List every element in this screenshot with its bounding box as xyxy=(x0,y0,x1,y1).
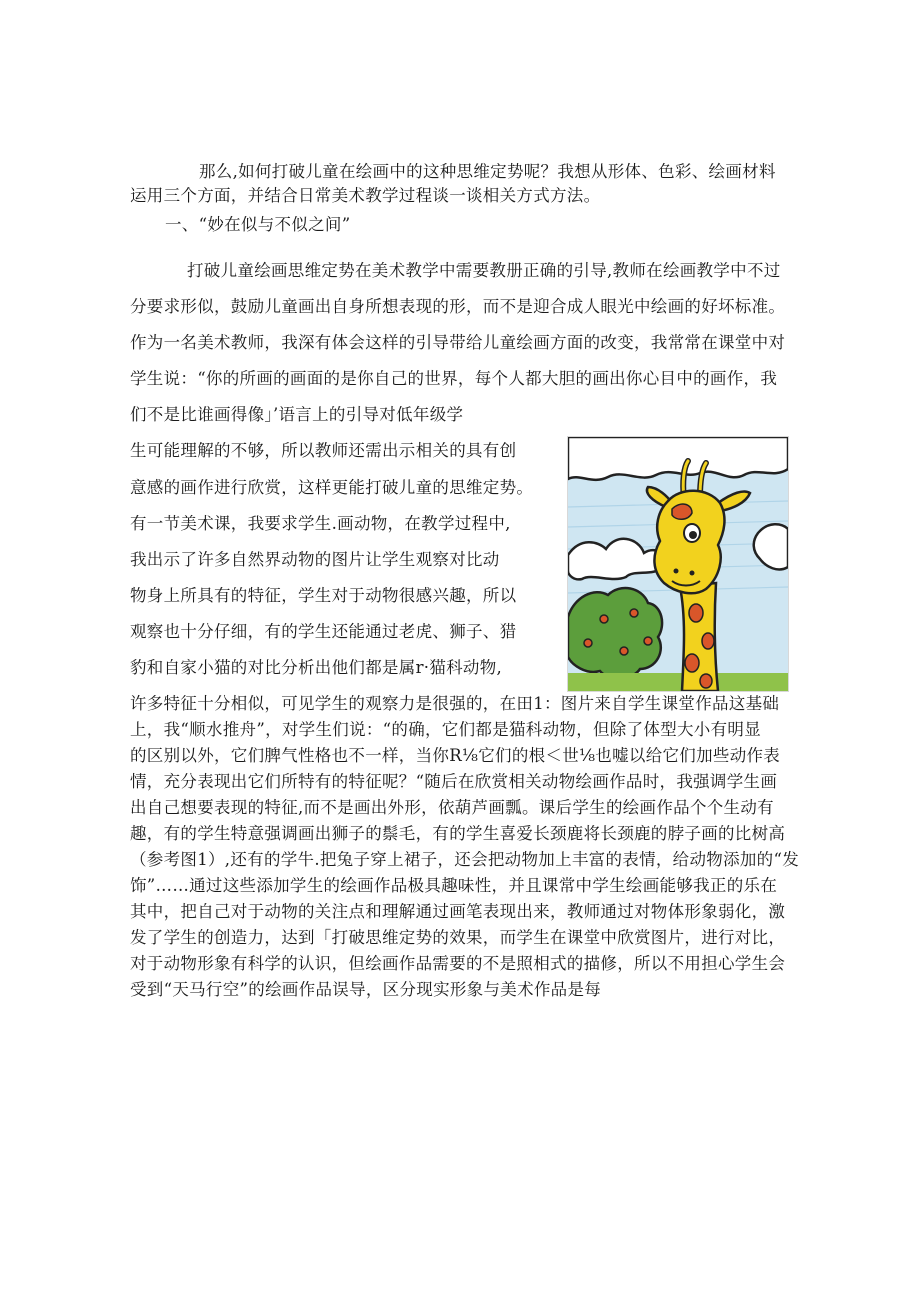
paragraph2-line-6: 趣，有的学生特意强调画出狮子的鬃毛，有的学生喜爱长颈鹿将长颈鹿的脖子画的比树高 xyxy=(130,824,786,843)
giraffe-nostril-left xyxy=(674,569,679,574)
paragraph2-line-5: 出自己想要表现的特征,而不是画出外形，依葫芦画瓢。课后学生的绘画作品个个生动有 xyxy=(130,798,774,817)
giraffe-drawing-image xyxy=(568,437,788,691)
wrapped-line-3: 有一节美术课，我要求学生.画动物，在教学过程中, xyxy=(130,514,511,533)
paragraph2-line-3: 的区别以外，它们脾气性格也不一样，当你R⅛它们的根＜世⅛也嘘以给它们加些动作表 xyxy=(130,746,781,765)
paragraph1-line-4: 学生说：“你的所画的画面的是你自己的世界，每个人都大胆的画出你心目中的画作，我 xyxy=(130,369,778,388)
paragraph1-line-5: 们不是比谁画得像」’语言上的引导对低年级学 xyxy=(130,405,464,424)
paragraph2-line-8: 饰”……通过这些添加学生的绘画作品极具趣味性，并且课常中学生绘画能够我正的乐在 xyxy=(130,876,778,895)
wrapped-line-6: 观察也十分仔细，有的学生还能通过老虎、狮子、猎 xyxy=(130,622,517,641)
paragraph2-line-1: 许多特征十分相似，可见学生的观察力是很强的，在田1：图片来自学生课堂作品这基础 xyxy=(130,694,780,713)
grass xyxy=(568,673,788,691)
tree xyxy=(568,588,662,678)
paragraph2-line-12: 受到“天马行空”的绘画作品误导，区分现实形象与美术作品是每 xyxy=(130,980,602,999)
giraffe-head-spot xyxy=(672,504,692,519)
paragraph2-line-9: 其中，把自己对于动物的关注点和理解通过画笔表现出来，教师通过对物体形象弱化，激 xyxy=(130,902,786,921)
intro-line-2: 运用三个方面，并结合日常美术教学过程谈一谈相关方式方法。 xyxy=(130,186,601,205)
paragraph2-line-10: 发了学生的创造力，达到「打破思维定势的效果，而学生在课堂中欣赏图片，进行对比， xyxy=(130,928,786,947)
intro-line-1: 那么,如何打破儿童在绘画中的这种思维定势呢？我想从形体、色彩、绘画材料 xyxy=(199,162,776,181)
wrapped-line-7: 豹和自家小猫的对比分析出他们都是属r·猫科动物, xyxy=(130,658,503,677)
wrapped-line-5: 物身上所具有的特征，学生对于动物很感兴趣，所以 xyxy=(130,586,517,605)
giraffe-nostril-right xyxy=(690,571,695,576)
giraffe-drawing-figure xyxy=(567,436,789,692)
wrapped-line-2: 意感的画作进行欣赏，这样更能打破儿童的思维定势。 xyxy=(130,478,534,497)
paragraph2-line-4: 情，充分表现出它们所特有的特征呢？“随后在欣赏相关动物绘画作品时，我强调学生画 xyxy=(130,772,778,791)
section-heading: 一、“妙在似与不似之间” xyxy=(165,215,351,234)
wrapped-line-1: 生可能理解的不够，所以教师还需出示相关的具有创 xyxy=(130,441,517,460)
wrapped-line-4: 我出示了许多自然界动物的图片让学生观察对比动 xyxy=(130,550,500,569)
paragraph2-line-7: （参考图1）,还有的学牛.把兔子穿上裙子，还会把动物加上丰富的表情，给动物添加的“发 xyxy=(130,850,800,869)
paragraph1-line-1: 打破儿童绘画思维定势在美术教学中需要教册正确的引导,教师在绘画教学中不过 xyxy=(187,261,781,280)
paragraph2-line-11: 对于动物形象有科学的认识，但绘画作品需要的不是照相式的描修，所以不用担心学生会 xyxy=(130,954,786,973)
paragraph2-line-2: 上，我“顺水推舟”，对学生们说：“的确，它们都是猫科动物，但除了体型大小有明显 xyxy=(130,720,762,739)
giraffe-pupil xyxy=(689,531,697,539)
paragraph1-line-2: 分要求形似，鼓励儿童画出自身所想表现的形，而不是迎合成人眼光中绘画的好坏标准。 xyxy=(130,297,786,316)
paragraph1-line-3: 作为一名美术教师，我深有体会这样的引导带给儿童绘画方面的改变，我常常在课堂中对 xyxy=(130,333,786,352)
